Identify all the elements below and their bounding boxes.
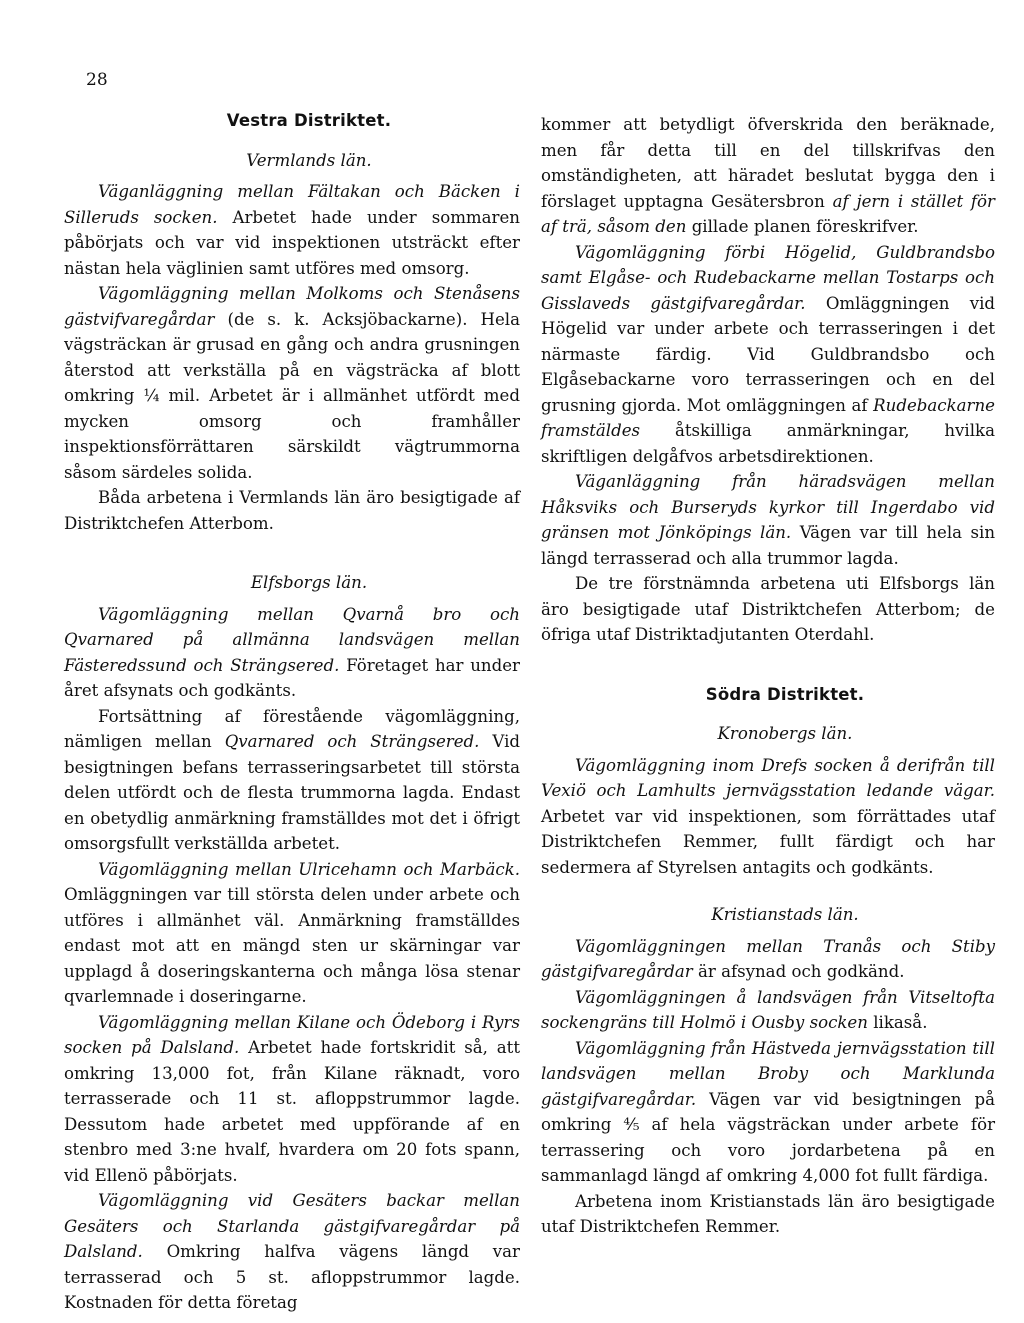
paragraph bbox=[64, 281, 520, 485]
left-column bbox=[64, 108, 520, 1316]
paragraph-title: Vägomläggning mellan Molkoms och Stenåsens gästvifvaregårdar bbox=[64, 284, 520, 329]
paragraph-title: Väganläggning från häradsvägen mellan Håksviks och Burseryds kyrkor till Ingerdabo vid gränsen mot Jönköpings län. bbox=[541, 472, 995, 542]
paragraph-text: Omkring halfva vägens längd var terrasserad och 5 st. afloppstrummor lagde. Kostnaden för detta företag bbox=[64, 1242, 520, 1312]
paragraph-title: Väganläggning mellan Fältakan och Bäcken i Silleruds socken. bbox=[64, 182, 520, 227]
paragraph-text: Arbetena inom Kristianstads län äro besigtigade utaf Distriktchefen Remmer. bbox=[541, 1191, 995, 1236]
paragraph-title: Vägomläggning förbi Högelid, Guldbrandsbo samt Elgåse- och Rudebackarne mellan Tostarps och Gisslaveds gästgifvaregårdar. bbox=[541, 242, 995, 313]
paragraph-text: är afsynad och godkänd. bbox=[697, 962, 905, 981]
paragraph bbox=[64, 1188, 520, 1316]
paragraph-title: Vägomläggning mellan Kilane och Ödeborg i Ryrs socken på Dalsland. bbox=[64, 1012, 520, 1057]
paragraph-text: Vägen var vid besigtningen på omkring ⁴⁄₅ af hela vägsträckan under arbete för terrassering och voro jordarbetena på en sammanlagd längd af omkring 4,000 fot fullt färdiga. bbox=[541, 1089, 995, 1185]
paragraph-italic: af jern i stället för af trä, såsom den bbox=[541, 191, 995, 236]
paragraph bbox=[541, 112, 995, 240]
paragraph-text: kommer att betydligt öfverskrida den beräknade, men får detta till en del tillskrifvas den omständigheten, att häradet beslutat bygga den i förslaget upptagna Gesätersbron bbox=[541, 115, 995, 211]
paragraph-text: Vägen var till hela sin längd terrasserad och alla trummor lagda. bbox=[541, 523, 996, 568]
paragraph-text: Företaget har under året afsynats och godkänts. bbox=[64, 655, 520, 700]
paragraph-text: Arbetet hade fortskridit så, att omkring 13,000 fot, från Kilane räknadt, voro terrasserade och 11 st. afloppstrummor lagde. Dessutom hade arbetet med uppförande af en stenbro med 3:ne hvalf, hvardera om 20 fots spann, vid Ellenö påbörjats. bbox=[64, 1038, 520, 1185]
paragraph-text: Fortsättning af förestående vägomläggning, nämligen mellan bbox=[64, 706, 520, 751]
paragraph-text: gillade planen föreskrifver. bbox=[691, 217, 919, 236]
paragraph-title: Vägomläggning mellan Ulricehamn och Marbäck. bbox=[98, 859, 520, 879]
district-heading-vestra: Vestra Distriktet. bbox=[226, 111, 392, 130]
district-heading-sodra: Södra Distriktet. bbox=[705, 684, 865, 704]
paragraph bbox=[541, 1036, 995, 1189]
paragraph bbox=[541, 985, 995, 1036]
paragraph-text: De tre förstnämnda arbetena uti Elfsborgs län äro besigtigade utaf Distriktchefen Atterbom; de öfriga utaf Distriktadjutanten Oterdahl. bbox=[541, 574, 995, 644]
paragraph bbox=[541, 934, 995, 985]
paragraph-text: Båda arbetena i Vermlands län äro besigtigade af Distriktchefen Atterbom. bbox=[64, 488, 520, 533]
paragraph bbox=[64, 485, 520, 536]
paragraph-title: Vägomläggning mellan Qvarnå bro och Qvarnared på allmänna landsvägen mellan Fästeredssund och Strängsered. bbox=[64, 604, 520, 675]
paragraph-title: Vägomläggningen å landsvägen från Vitseltofta sockengräns till Holmö i Ousby socken bbox=[541, 987, 995, 1032]
paragraph-text: Arbetet var vid inspektionen, som förrättades utaf Distriktchefen Remmer, fullt färdigt och har sedermera af Styrelsen antagits och godkänts. bbox=[541, 806, 995, 877]
paragraph-title: Qvarnared och Strängsered. bbox=[224, 732, 480, 751]
paragraph bbox=[541, 1189, 995, 1240]
paragraph bbox=[64, 602, 520, 704]
paragraph-title: Vägomläggningen mellan Tranås och Stiby gästgifvaregårdar bbox=[541, 936, 995, 981]
paragraph-text: (de s. k. Acksjöbackarne). Hela vägsträckan är grusad en gång och andra grusningen återstod att verkställa på en vägsträcka af blott omkring ¼ mil. Arbetet är i allmänhet utfördt med mycken omsorg och framhåller inspektionsförrättaren särskildt vägtrummorna såsom särdeles solida. bbox=[64, 309, 520, 482]
paragraph-title: Vägomläggning från Hästveda jernvägsstation till landsvägen mellan Broby och Marklunda gästgifvaregårdar. bbox=[541, 1038, 995, 1109]
paragraph-text: Omläggningen vid Högelid var under arbete och terrasseringen i det närmaste färdig. Vid Guldbrandsbo och Elgåsebackarne voro terrasseringen och en del grusning gjorda. Mot omläggningen af bbox=[541, 293, 995, 415]
paragraph-text: Omläggningen var till största delen under arbete och utföres i allmänhet väl. Anmärkning framställdes endast mot att en mängd sten ur skärningar var upplagd å doseringskanterna och många lösa stenar qvarlemnade i doseringarne. bbox=[64, 885, 520, 1006]
paragraph bbox=[541, 571, 995, 648]
paragraph-title: Vägomläggning vid Gesäters backar mellan Gesäters och Starlanda gästgifvaregårdar på Dalsland. bbox=[64, 1191, 520, 1261]
page-number: 28 bbox=[86, 70, 108, 90]
county-heading-vermland: Vermlands län. bbox=[246, 150, 372, 170]
paragraph-italic: Rudebackarne framstäldes bbox=[541, 395, 995, 440]
paragraph bbox=[64, 179, 520, 281]
county-heading-elfsborg: Elfsborgs län. bbox=[250, 573, 368, 592]
paragraph bbox=[64, 857, 520, 1010]
paragraph bbox=[64, 1010, 520, 1189]
county-heading-kristianstad: Kristianstads län. bbox=[711, 905, 859, 924]
paragraph-title: Vägomläggning inom Drefs socken å derifrån till Vexiö och Lamhults jernvägsstation ledande vägar. bbox=[541, 755, 995, 800]
paragraph bbox=[541, 753, 995, 881]
paragraph bbox=[541, 469, 995, 571]
paragraph-text: likaså. bbox=[873, 1013, 928, 1032]
right-column bbox=[541, 112, 995, 1240]
paragraph-text: åtskilliga anmärkningar, hvilka skriftligen delgåfvos arbetsdirektionen. bbox=[541, 421, 995, 466]
paragraph-text: Vid besigtningen befans terrasseringsarbetet till största delen utfördt och de flesta trummorna lagda. Endast en obetydlig anmärkning framställdes mot det i öfrigt omsorgsfullt verkställda arbetet. bbox=[64, 732, 520, 853]
paragraph-text: Arbetet hade under sommaren påbörjats och var vid inspektionen utsträckt efter nästan hela väglinien samt utföres med omsorg. bbox=[64, 207, 520, 278]
county-heading-kronoberg: Kronobergs län. bbox=[717, 724, 853, 743]
paragraph bbox=[64, 704, 520, 857]
paragraph bbox=[541, 240, 995, 470]
